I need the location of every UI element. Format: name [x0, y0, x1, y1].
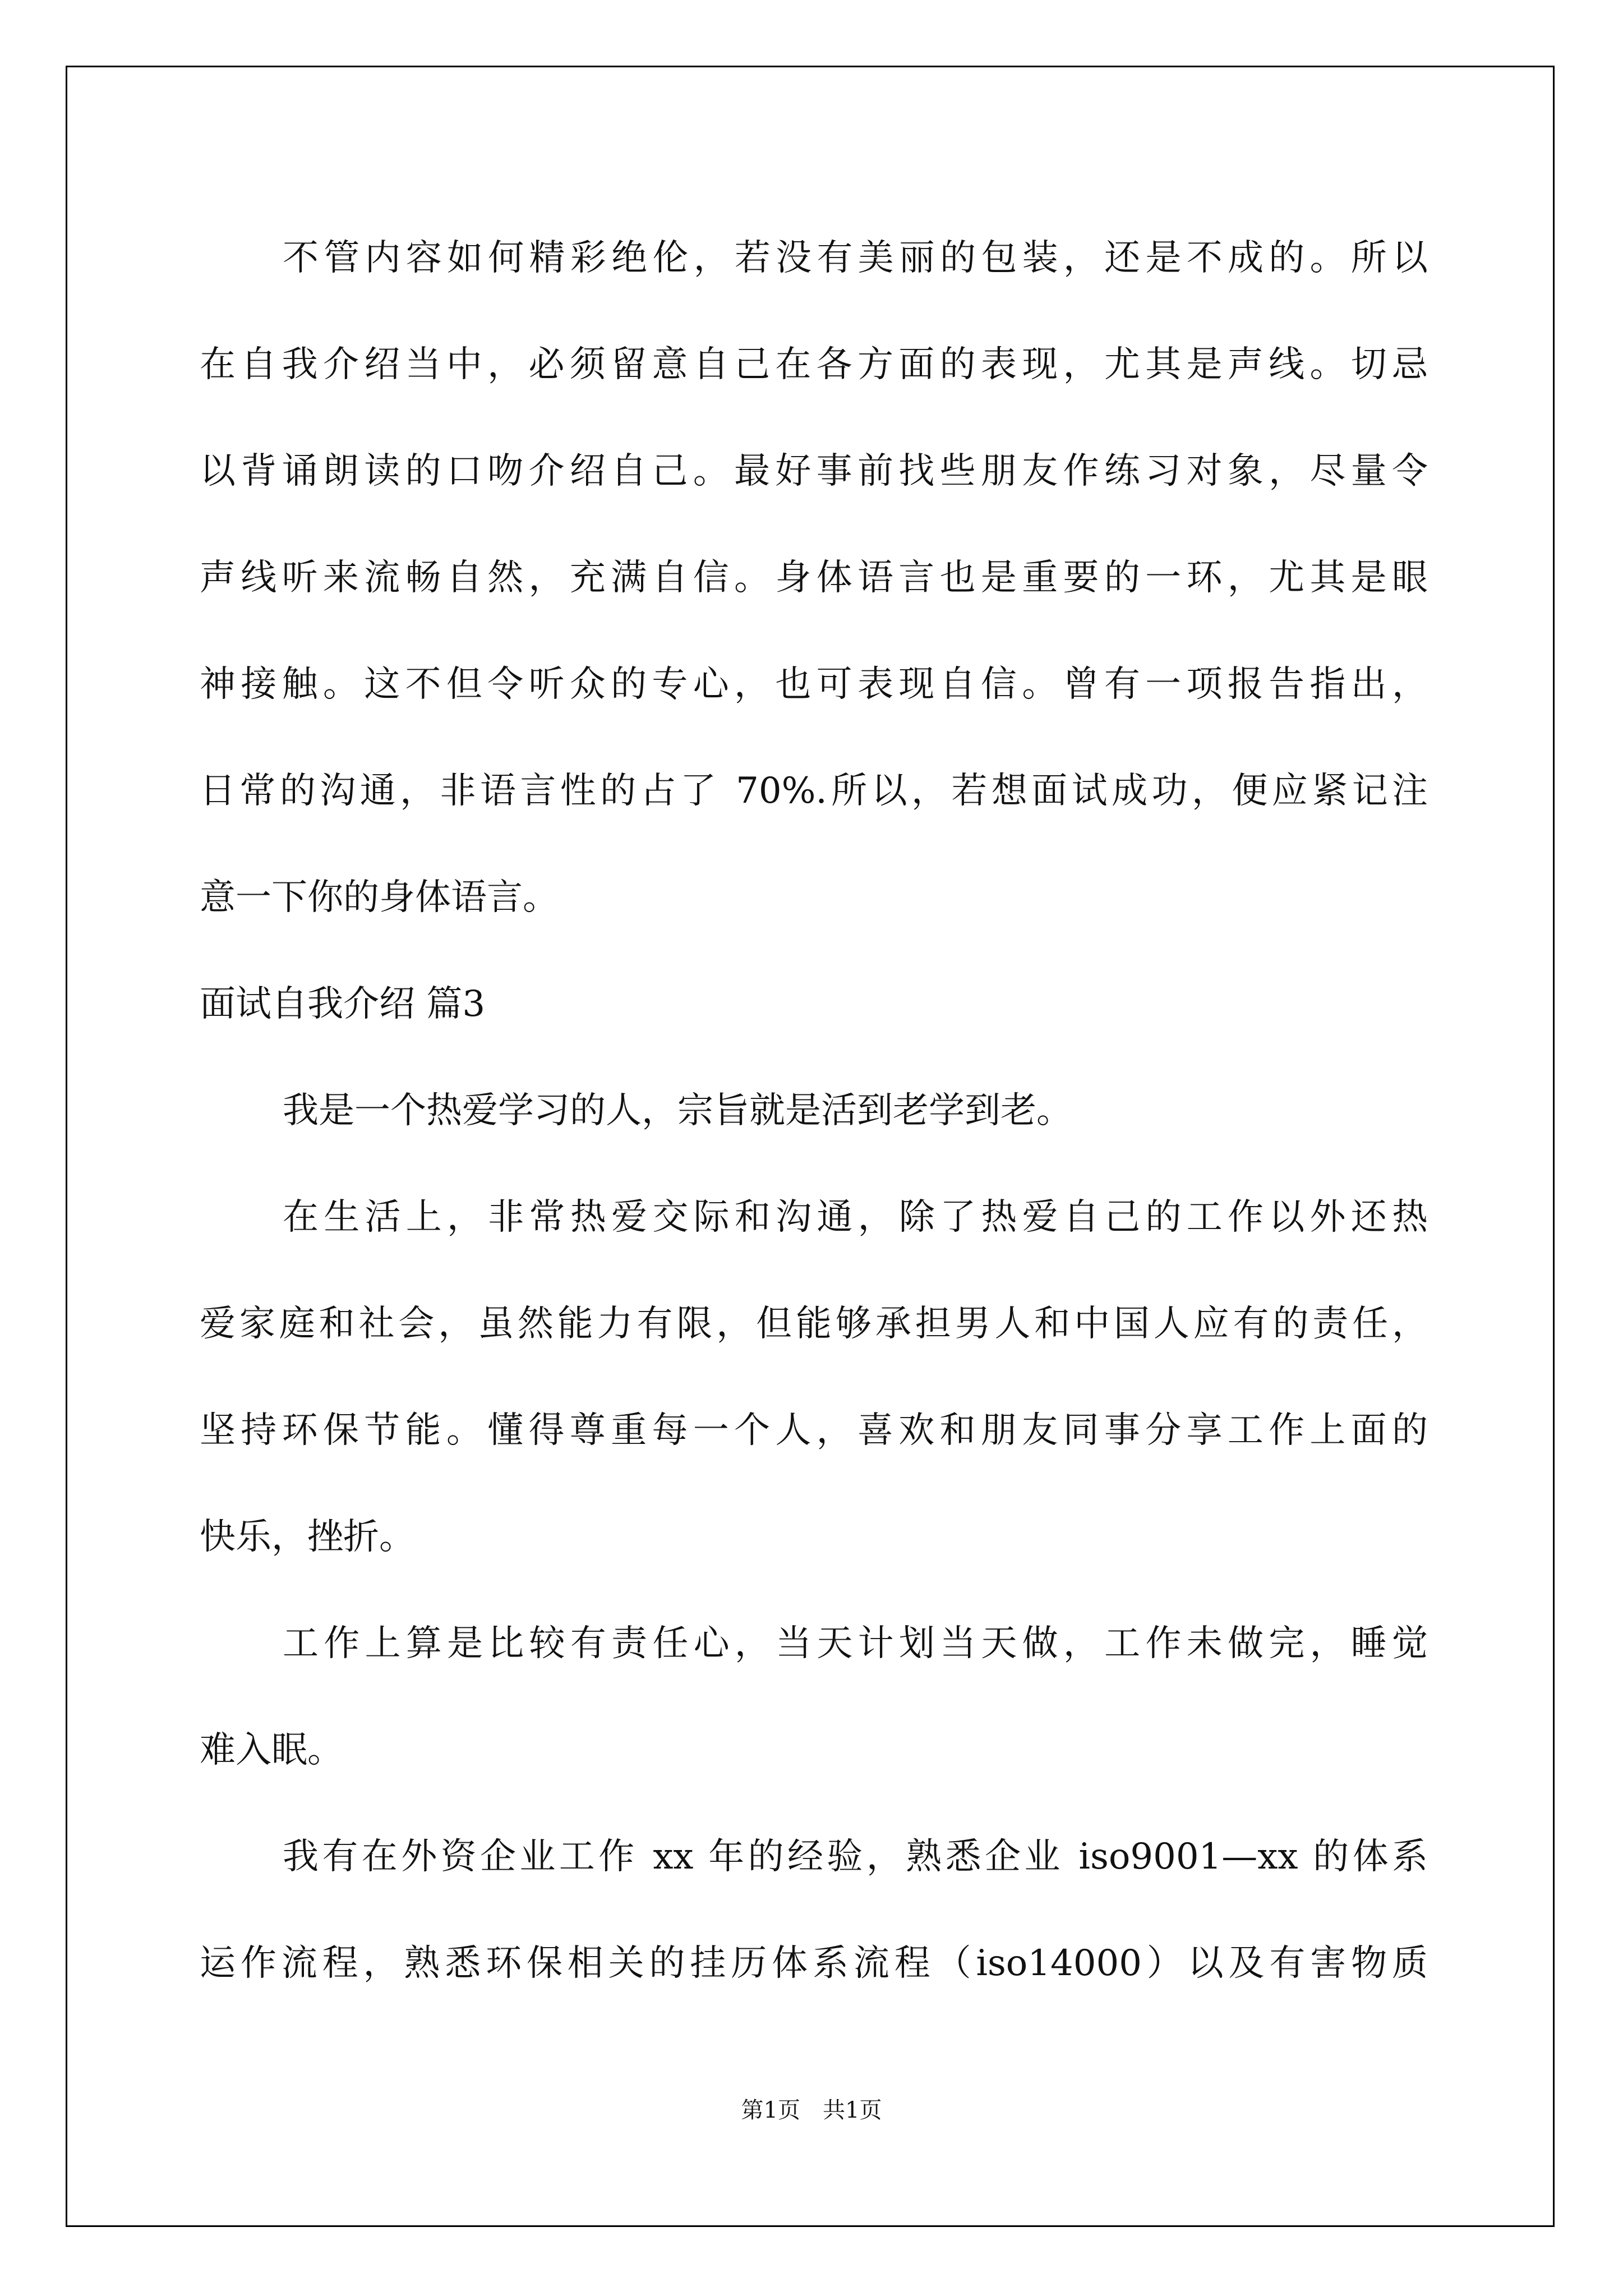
section-heading: 面试自我介绍 篇3 [200, 983, 486, 1025]
paragraph-line: 工作上算是比较有责任心，当天计划当天做，工作未做完，睡觉 [283, 1623, 1428, 1664]
paragraph-1 [200, 205, 1428, 951]
paragraph-3 [200, 1164, 1428, 1590]
paragraph-line: 日常的沟通，非语言性的占了 70%.所以，若想面试成功，便应紧记注 [200, 770, 1428, 812]
paragraph-line: 快乐，挫折。 [200, 1516, 415, 1558]
paragraph-line: 难入眠。 [200, 1729, 343, 1771]
paragraph-line: 爱家庭和社会，虽然能力有限，但能够承担男人和中国人应有的责任， [200, 1303, 1428, 1345]
paragraph-line: 在自我介绍当中，必须留意自己在各方面的表现，尤其是声线。切忌 [200, 344, 1428, 385]
paragraph-line: 我有在外资企业工作 xx 年的经验，熟悉企业 iso9001—xx 的体系 [283, 1836, 1428, 1878]
paragraph-2 [200, 1057, 1428, 1164]
paragraph-line: 坚持环保节能。懂得尊重每一个人，喜欢和朋友同事分享工作上面的 [200, 1410, 1428, 1451]
paragraph-4 [200, 1590, 1428, 1803]
paragraph-line: 我是一个热爱学习的人，宗旨就是活到老学到老。 [283, 1090, 1072, 1131]
paragraph-5 [200, 1803, 1428, 2017]
page-footer: 第1页 共1页 [741, 2097, 882, 2123]
paragraph-line: 声线听来流畅自然，充满自信。身体语言也是重要的一环，尤其是眼 [200, 557, 1428, 599]
paragraph-line: 以背诵朗读的口吻介绍自己。最好事前找些朋友作练习对象，尽量令 [200, 450, 1428, 492]
paragraph-line: 意一下你的身体语言。 [200, 877, 559, 918]
paragraph-line: 神接触。这不但令听众的专心，也可表现自信。曾有一项报告指出， [200, 664, 1428, 705]
document-body [200, 205, 1428, 2017]
paragraph-line: 在生活上，非常热爱交际和沟通，除了热爱自己的工作以外还热 [283, 1197, 1428, 1238]
paragraph-line: 不管内容如何精彩绝伦，若没有美丽的包装，还是不成的。所以 [283, 237, 1428, 279]
paragraph-line: 运作流程，熟悉环保相关的挂历体系流程（iso14000）以及有害物质 [200, 1943, 1428, 1984]
